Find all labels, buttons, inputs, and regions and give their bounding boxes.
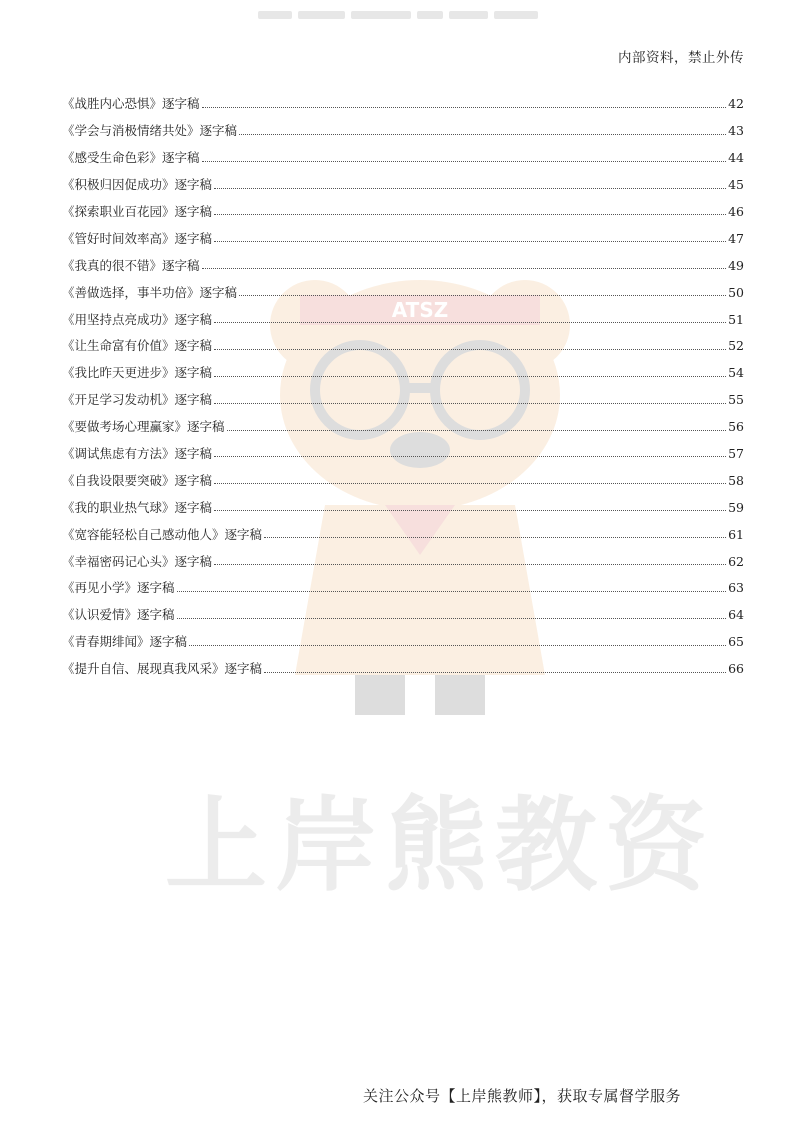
toc-entry[interactable] bbox=[62, 84, 744, 111]
toc-entry[interactable] bbox=[62, 272, 744, 299]
toc-dot-leader bbox=[214, 375, 726, 377]
toc-entry-title: 《开足学习发动机》逐字稿 bbox=[62, 392, 213, 408]
toc-entry[interactable] bbox=[62, 138, 744, 165]
toc-entry[interactable] bbox=[62, 595, 744, 622]
toc-entry-title: 《认识爱情》逐字稿 bbox=[62, 607, 175, 623]
toc-entry[interactable] bbox=[62, 353, 744, 380]
toc-entry[interactable] bbox=[62, 299, 744, 326]
toc-entry-page: 59 bbox=[728, 499, 744, 515]
toc-entry-title: 《再见小学》逐字稿 bbox=[62, 580, 175, 596]
toc-dot-leader bbox=[214, 455, 726, 457]
toc-dot-leader bbox=[214, 509, 726, 511]
toc-entry-title: 《让生命富有价值》逐字稿 bbox=[62, 338, 213, 354]
toc-dot-leader bbox=[264, 536, 726, 538]
toc-dot-leader bbox=[264, 671, 726, 673]
brand-watermark: 上岸熊教资 bbox=[165, 787, 715, 906]
toc-dot-leader bbox=[214, 402, 726, 404]
toc-entry-page: 62 bbox=[728, 553, 744, 569]
toc-entry-title: 《积极归因促成功》逐字稿 bbox=[62, 177, 213, 193]
toc-entry[interactable] bbox=[62, 649, 744, 676]
toc-entry-page: 55 bbox=[728, 392, 744, 408]
table-of-contents bbox=[62, 84, 744, 676]
toc-entry-title: 《用坚持点亮成功》逐字稿 bbox=[62, 311, 213, 327]
toc-dot-leader bbox=[214, 187, 726, 189]
toc-entry-page: 47 bbox=[728, 230, 744, 246]
toc-entry[interactable] bbox=[62, 165, 744, 192]
toc-entry-page: 65 bbox=[728, 634, 744, 650]
toc-entry-page: 52 bbox=[728, 338, 744, 354]
toc-entry-page: 42 bbox=[728, 96, 744, 112]
toc-entry[interactable] bbox=[62, 380, 744, 407]
toc-entry-title: 《我的职业热气球》逐字稿 bbox=[62, 499, 213, 515]
toc-entry-title: 《青春期绯闻》逐字稿 bbox=[62, 634, 188, 650]
toc-dot-leader bbox=[214, 240, 726, 242]
toc-entry-page: 54 bbox=[728, 365, 744, 381]
badge-text: ATSZ bbox=[391, 298, 449, 322]
toc-entry-title: 《战胜内心恐惧》逐字稿 bbox=[62, 96, 200, 112]
toc-dot-leader bbox=[239, 133, 726, 135]
toc-dot-leader bbox=[177, 617, 727, 619]
toc-entry[interactable] bbox=[62, 514, 744, 541]
toc-dot-leader bbox=[214, 321, 726, 323]
toc-entry-page: 57 bbox=[728, 445, 744, 461]
toc-entry-page: 61 bbox=[728, 526, 744, 542]
toc-entry-title: 《宽容能轻松自己感动他人》逐字稿 bbox=[62, 526, 263, 542]
toc-entry[interactable] bbox=[62, 622, 744, 649]
toc-entry-page: 44 bbox=[728, 150, 744, 166]
toc-entry[interactable] bbox=[62, 192, 744, 219]
toc-entry-title: 《善做选择，事半功倍》逐字稿 bbox=[62, 284, 238, 300]
toc-entry[interactable] bbox=[62, 245, 744, 272]
faded-header-text bbox=[258, 8, 538, 22]
toc-dot-leader bbox=[239, 294, 726, 296]
toc-entry[interactable] bbox=[62, 487, 744, 514]
toc-entry[interactable] bbox=[62, 407, 744, 434]
footer-promo: 关注公众号【上岸熊教师】，获取专属督学服务 bbox=[363, 1087, 682, 1105]
toc-entry-page: 56 bbox=[728, 419, 744, 435]
toc-dot-leader bbox=[214, 213, 726, 215]
toc-dot-leader bbox=[214, 482, 726, 484]
toc-entry-title: 《我比昨天更进步》逐字稿 bbox=[62, 365, 213, 381]
toc-entry-title: 《要做考场心理赢家》逐字稿 bbox=[62, 419, 225, 435]
toc-entry-page: 63 bbox=[728, 580, 744, 596]
toc-entry-title: 《提升自信、展现真我风采》逐字稿 bbox=[62, 661, 263, 677]
toc-entry-page: 51 bbox=[728, 311, 744, 327]
toc-dot-leader bbox=[202, 267, 727, 269]
toc-entry[interactable] bbox=[62, 434, 744, 461]
toc-entry-page: 49 bbox=[728, 257, 744, 273]
toc-entry[interactable] bbox=[62, 460, 744, 487]
toc-dot-leader bbox=[202, 160, 727, 162]
toc-entry[interactable] bbox=[62, 541, 744, 568]
toc-entry-page: 46 bbox=[728, 203, 744, 219]
toc-dot-leader bbox=[177, 590, 727, 592]
toc-entry-page: 43 bbox=[728, 123, 744, 139]
toc-entry[interactable] bbox=[62, 326, 744, 353]
toc-entry[interactable] bbox=[62, 111, 744, 138]
toc-entry-title: 《调试焦虑有方法》逐字稿 bbox=[62, 445, 213, 461]
toc-dot-leader bbox=[214, 348, 726, 350]
toc-entry-page: 66 bbox=[728, 661, 744, 677]
toc-entry-title: 《我真的很不错》逐字稿 bbox=[62, 257, 200, 273]
toc-dot-leader bbox=[214, 563, 726, 565]
toc-entry-page: 50 bbox=[728, 284, 744, 300]
toc-entry[interactable] bbox=[62, 568, 744, 595]
confidential-note: 内部资料，禁止外传 bbox=[618, 50, 744, 66]
toc-dot-leader bbox=[202, 106, 727, 108]
toc-entry[interactable] bbox=[62, 218, 744, 245]
toc-entry-page: 64 bbox=[728, 607, 744, 623]
toc-entry-title: 《学会与消极情绪共处》逐字稿 bbox=[62, 123, 238, 139]
toc-dot-leader bbox=[189, 644, 726, 646]
toc-entry-page: 58 bbox=[728, 472, 744, 488]
toc-entry-title: 《自我设限要突破》逐字稿 bbox=[62, 472, 213, 488]
toc-entry-title: 《探索职业百花园》逐字稿 bbox=[62, 203, 213, 219]
toc-entry-page: 45 bbox=[728, 177, 744, 193]
toc-dot-leader bbox=[227, 429, 727, 431]
toc-entry-title: 《幸福密码记心头》逐字稿 bbox=[62, 553, 213, 569]
toc-entry-title: 《感受生命色彩》逐字稿 bbox=[62, 150, 200, 166]
toc-entry-title: 《管好时间效率高》逐字稿 bbox=[62, 230, 213, 246]
